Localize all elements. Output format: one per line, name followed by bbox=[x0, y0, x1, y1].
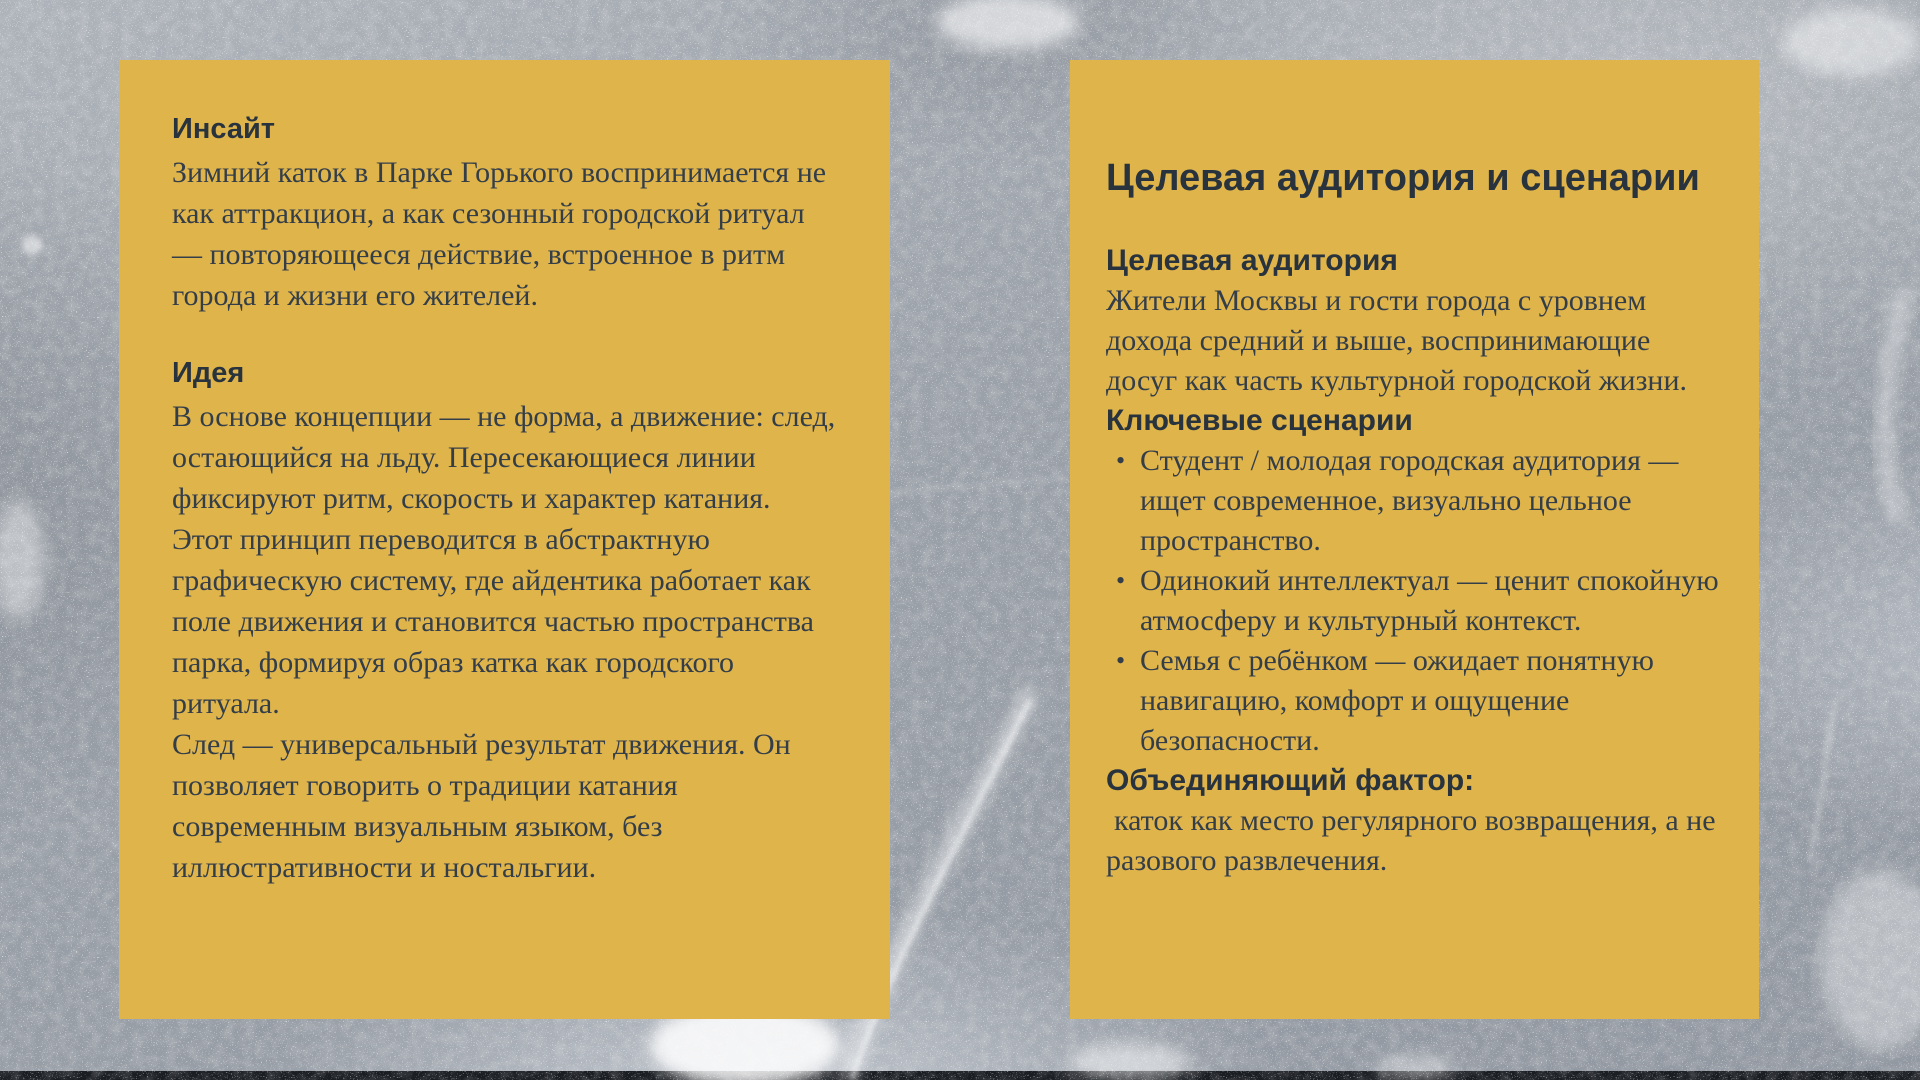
scenario-text: Студент / молодая городская аудитория — ищет современное, визуально цельное пространство. bbox=[1140, 444, 1679, 557]
bullet-marker: • bbox=[1116, 446, 1126, 475]
ice-glare bbox=[1070, 1044, 1190, 1080]
insight-heading: Инсайт bbox=[172, 113, 276, 145]
scenario-item bbox=[1116, 441, 1721, 561]
scenario-text: Семья с ребёнком — ожидает понятную навигацию, комфорт и ощущение безопасности. bbox=[1140, 644, 1654, 757]
bullet-marker: • bbox=[1116, 646, 1126, 675]
card-title: Целевая аудитория и сценарии bbox=[1106, 157, 1700, 199]
scenario-item bbox=[1116, 641, 1721, 761]
audience-heading: Целевая аудитория bbox=[1106, 244, 1398, 277]
scenarios-heading: Ключевые сценарии bbox=[1106, 404, 1413, 437]
scenario-text: Одинокий интеллектуал — ценит спокойную атмосферу и культурный контекст. bbox=[1140, 564, 1719, 637]
audience-paragraph: Жители Москвы и гости города с уровнем дохода средний и выше, воспринимающие досуг как часть культурной городской жизни. bbox=[1106, 284, 1688, 397]
factor-paragraph: каток как место регулярного возвращения, а не разового развлечения. bbox=[1106, 804, 1716, 877]
ice-glare bbox=[22, 235, 42, 255]
scenario-list bbox=[1106, 441, 1721, 761]
bullet-marker: • bbox=[1116, 566, 1126, 595]
idea-heading: Идея bbox=[172, 357, 245, 389]
ice-glare bbox=[1782, 8, 1920, 76]
ice-glare bbox=[1375, 1056, 1455, 1080]
factor-heading: Объединяющий фактор: bbox=[1106, 764, 1475, 797]
idea-paragraph-1: В основе концепции — не форма, а движение: след, остающийся на льду. Пересекающиеся линии фиксируют ритм, скорость и характер катания. bbox=[172, 400, 836, 515]
scenario-item bbox=[1116, 561, 1721, 641]
insight-paragraph: Зимний каток в Парке Горького воспринимается не как аттракцион, а как сезонный городской ритуал — повторяющееся действие, встроенное в ритм города и жизни его жителей. bbox=[172, 156, 827, 312]
left-card bbox=[119, 60, 890, 1019]
idea-paragraph-2: Этот принцип переводится в абстрактную графическую систему, где айдентика работает как поле движения и становится частью пространства парка, формируя образ катка как городского ритуала. bbox=[172, 523, 814, 720]
idea-paragraph-3: След — универсальный результат движения. Он позволяет говорить о традиции катания современным визуальным языком, без иллюстративности и ностальгии. bbox=[172, 728, 791, 884]
right-card bbox=[1070, 60, 1759, 1019]
